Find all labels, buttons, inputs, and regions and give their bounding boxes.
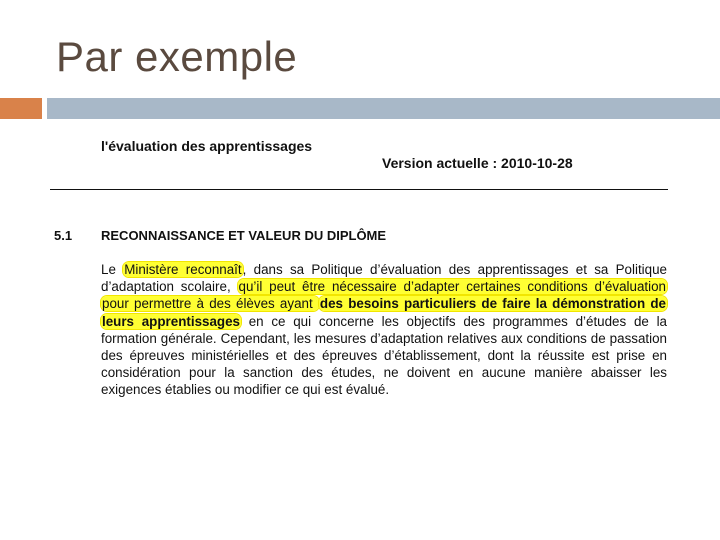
section-number: 5.1 xyxy=(54,228,73,243)
accent-bar xyxy=(0,98,42,119)
paragraph-segment: , dans sa Politique d’évaluation des apprentissages et sa Politique d’adaptation scolaire, xyxy=(101,262,667,295)
section-title: RECONNAISSANCE ET VALEUR DU DIPLÔME xyxy=(101,228,387,243)
document-header-title: l'évaluation des apprentissages xyxy=(101,138,313,154)
paragraph-segment: en ce qui concerne les objectifs des programmes d’études de la formation générale. Cependant, les mesures d’adaptation relatives aux conditions de passation des épreuves ministérielles et des épreuves d’établissement, dont la réussite est prise en considération pour la sanction des études, ne doivent en aucune manière abaisser les exigences établies ou modifier ce qui est évalué. xyxy=(101,313,667,398)
highlighted-segment: qu’il peut être nécessaire d’adapter certaines conditions d’évaluation pour permettre à des élèves ayant xyxy=(102,279,666,312)
paragraph-segment: Le xyxy=(101,262,124,277)
highlighted-segment: Ministère reconnaît xyxy=(124,262,242,277)
section-paragraph xyxy=(101,261,667,399)
document-version: Version actuelle : 2010-10-28 xyxy=(382,155,573,171)
highlighted-bold-segment: des besoins particuliers de faire la démonstration de leurs apprentissages xyxy=(102,296,666,329)
document-excerpt xyxy=(48,128,670,428)
slide-title: Par exemple xyxy=(56,33,298,80)
header-divider xyxy=(50,189,668,190)
title-rule-bar xyxy=(47,98,720,119)
